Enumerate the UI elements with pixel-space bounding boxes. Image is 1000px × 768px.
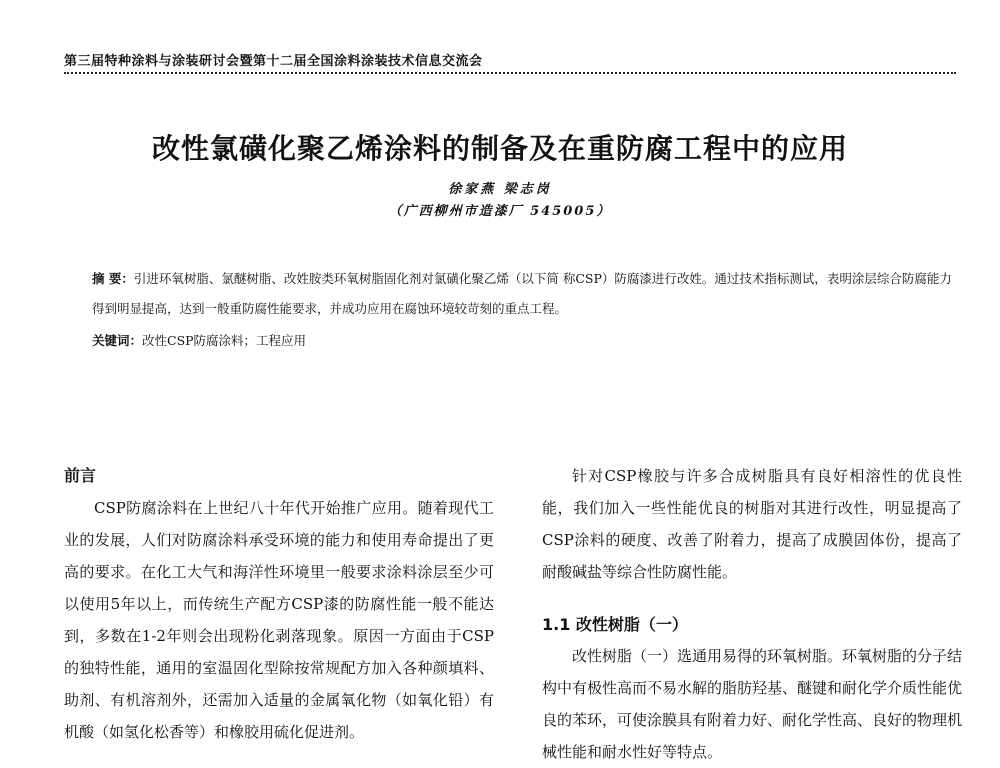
paper-title: 改性氯磺化聚乙烯涂料的制备及在重防腐工程中的应用 [151,132,848,165]
abstract-label: 摘 要： [92,271,134,286]
left-column [64,460,494,748]
section-heading-intro: 前言 [64,466,97,485]
affiliation: （广西柳州市造漆厂 545005） [388,204,612,219]
right-paragraph-1: 针对CSP橡胶与许多合成树脂具有良好相溶性的优良性能，我们加入一些性能优良的树脂对其进行改性，明显提高了CSP涂料的硬度、改善了附着力，提高了成膜固体份，提高了耐酸碱盐等综合性防腐性能。 [542,467,962,581]
header-rule [64,72,956,74]
right-column [542,460,962,768]
abstract-text: 引进环氧树脂、氯醚树脂、改姓胺类环氧树脂固化剂对氯磺化聚乙烯（以下简 称CSP）防腐漆进行改姓。通过技术指标测试，表明涂层综合防腐能力得到明显提高，达到一般重防腐性能要求，并成功应用在腐蚀环境较苛刻的重点工程。 [92,271,952,316]
running-header: 第三届特种涂料与涂装研讨会暨第十二届全国涂料涂装技术信息交流会 [64,54,483,69]
intro-paragraph: CSP防腐涂料在上世纪八十年代开始推广应用。随着现代工业的发展，人们对防腐涂料承受环境的能力和使用寿命提出了更高的要求。在化工大气和海洋性环境里一般要求涂料涂层至少可以使用5年以上，而传统生产配方CSP漆的防腐性能一般不能达到，多数在1-2年则会出现粉化剥落现象。原因一方面由于CSP的独特性能，通用的室温固化型除按常规配方加入各种颜填料、助剂、有机溶剂外，还需加入适量的金属氧化物（如氧化铅）有机酸（如氢化松香等）和橡胶用硫化促进剂。 [64,499,494,741]
keywords-text: 改性CSP防腐涂料；工程应用 [142,333,307,348]
keywords-label: 关键词： [92,333,143,348]
authors: 徐家燕 梁志岗 [448,182,552,197]
keywords [92,331,956,351]
abstract [92,264,956,324]
subsection-heading-1-1: 1.1 改性树脂（一） [542,615,688,634]
right-paragraph-2: 改性树脂（一）选通用易得的环氧树脂。环氧树脂的分子结构中有极性高而不易水解的脂肪羟基、醚键和耐化学介质性能优良的苯环，可使涂膜具有附着力好、耐化学性高、良好的物理机械性能和耐水性好等特点。 [542,647,963,761]
